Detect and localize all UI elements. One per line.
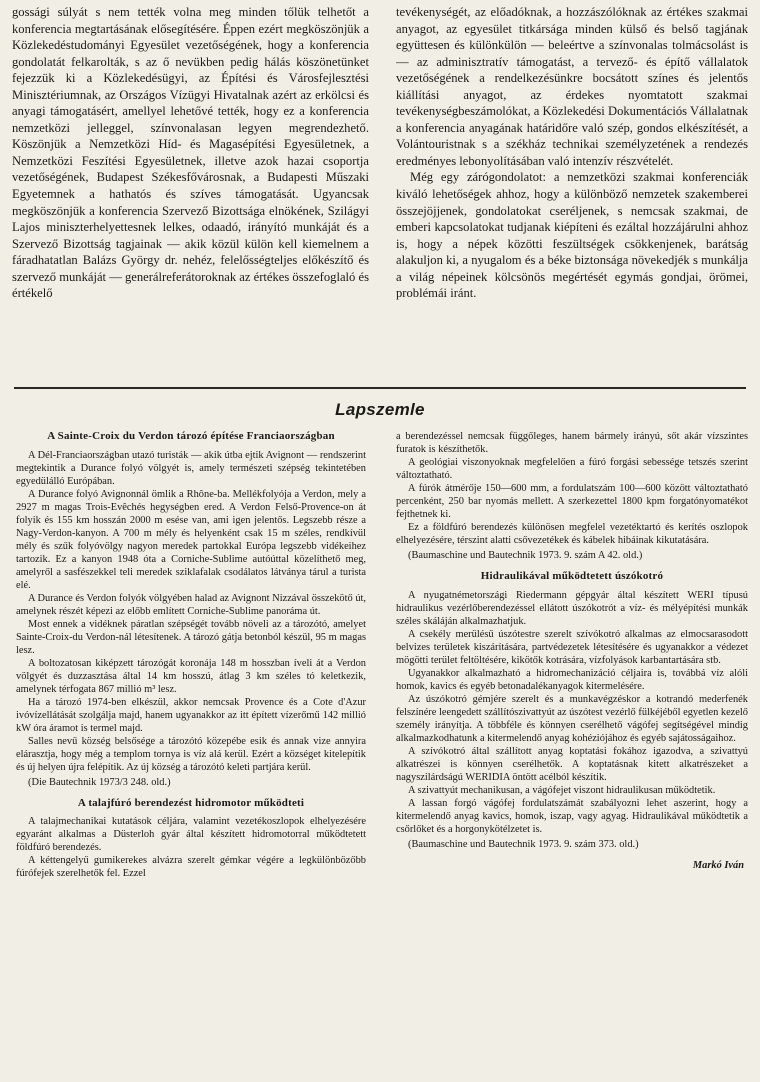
- article-title: Hidraulikával működtetett úszókotró: [480, 570, 664, 582]
- paragraph: A Durance folyó Avignonnál ömlik a Rhône-ba. Mellékfolyója a Verdon, mely a 2927 m magas Trois-Evêchés hegységben ered. A Verdon Felső-Provence-on át folyik és 155 km hosszán 2000 m esése van, ami igen jelentős. Legszebb része a Nagy-Verdon-kanyon. A 700 m mély és helyenként csak 15 m széles, rendkívül mély és szűk folyóvölgy nagyon meredek partokkal Európa legszebb vidékeihez tartozik. Ez a kanyon 1948 óta a Corniche-Sublime autóúttal közelíthető meg, amelyről a sasfészekkel teli meredek sziklafalak csodálatos látványa tárul a turista elé.: [16, 488, 366, 591]
- source-reference: (Die Bautechnik 1973/3 248. old.): [28, 776, 171, 788]
- section-divider: [14, 387, 746, 389]
- paragraph: A kéttengelyű gumikerekes alvázra szerelt gémkar végére a legkülönbözőbb fúrófejek szerelhetők fel. Ezzel: [16, 855, 366, 880]
- paragraph: A szívókotró által szállított anyag koptatási fokához igazodva, a szivattyú alkatrészei is könnyen cserélhetők. A koptatásnak kitett alkatrészeket a nagyszilárdságú WERIDIA öntött acélból készítik.: [396, 745, 748, 783]
- paragraph: A geológiai viszonyoknak megfelelően a fúró forgási sebessége tetszés szerint változtatható.: [396, 457, 748, 481]
- paragraph: Ez a földfúró berendezés különösen megfelel vezetéktartó és kerítés oszlopok elhelyezésére, térszint alatti csővezetékek és kábelek hibáinak kikutatására.: [396, 522, 748, 546]
- bottom-right-column: [396, 430, 748, 1078]
- paragraph: A fúrók átmérője 150—600 mm, a fordulatszám 100—600 között változtatható percenként, 250 bar nyomás mellett. A szerkezettel 1800 kpm forgatónyomatékot fejthetnek ki.: [396, 483, 748, 520]
- paragraph: A Dél-Franciaországban utazó turisták — akik útba ejtik Avignont — rendszerint megtekintik a Durance folyó völgyét is, amely természeti szépség tekintetében egyedülálló Európában.: [16, 449, 366, 487]
- paragraph: Ugyanakkor alkalmazható a hidromechanizáció céljaira is, továbbá víz alóli homok, kavics és egyéb betonadalékanyagok kitermelésére.: [396, 667, 748, 692]
- author-name: Markó Iván: [692, 859, 744, 871]
- article-title: A talajfúró berendezést hidromotor működteti: [77, 796, 305, 809]
- paragraph: A talajmechanikai kutatások céljára, valamint vezetékoszlopok elhelyezésére egyaránt alkalmas a Düsterloh gyár által készített hidromotorral működtetett földfúró berendezés.: [16, 816, 366, 854]
- top-right-column: [396, 4, 748, 382]
- paragraph: Az úszókotró gémjére szerelt és a munkavégzéskor a kotrandó mederfenék felszínére leengedett szállítószivattyút az úszótest vezérlő fülkéjéből egyetlen kezelő személy irányítja. A többféle és könnyen cserélhető vágófej segítségével mindig alkalmazkodhatunk a kitermelendő anyag kohéziójához és egyéb sajátosságaihoz.: [396, 693, 748, 744]
- paragraph: gossági súlyát s nem tették volna meg minden tőlük telhetőt a konferencia megtartásának elősegítésére. Éppen ezért megköszönjük a Közlekedéstudományi Egyesület vezetőségének, hogy a konferencia gondolatát felkarolták, s az ő nevükben pedig hálás köszönetünket fejezzük ki a Közlekedésügyi, az Építési és Városfejlesztési Minisztériumnak, az Országos Vízügyi Hivatalnak azért az erkölcsi és anyagi támogatásért, amellyel lehetővé tették, hogy ez a konferencia nemzetközi jelleggel, színvonalasan legyen megrendezhető. Köszönjük a Nemzetközi Híd- és Magasépítési Egyesületnek, a Nemzetközi Feszítési Egyesületnek, illetve azok hazai csoportja vezetőségének, Budapest Székesfővárosnak, a Budapesti Műszaki Egyetemnek a hathatós és szíves támogatását. Ugyancsak megköszönjük a konferencia Szervező Bizottsága elnökének, Szilágyi Lajos miniszterhelyettesnek lelkes, odaadó, irányító munkáját és a Szervező Bizottság tagjainak — akik közül külön kell kiemelnem a fáradhatatlan Balázs György dr. nehéz, felelősségteljes előkészítő és szervező munkáját — generálreferátoroknak az értékes összefoglaló és értékelő: [12, 5, 369, 301]
- paragraph: Ha a tározó 1974-ben elkészül, akkor nemcsak Provence és a Cote d'Azur ivóvízellátását szolgálja majd, hanem ugyanakkor az itt épített vízerőmű 142 millió kW óra áramot is termel majd.: [16, 696, 366, 734]
- paragraph: A lassan forgó vágófej fordulatszámát szabályozni lehet aszerint, hogy a kitermelendő anyag kavics, homok, iszap, vagy agyag. Hidraulikával működtetik a csőrlőket és a horgonykötélzetet is.: [396, 797, 748, 835]
- source-reference: (Baumaschine und Bautechnik 1973. 9. szám 373. old.): [408, 838, 639, 850]
- paragraph: A szivattyút mechanikusan, a vágófejet viszont hidraulikusan működtetik.: [408, 784, 716, 796]
- paragraph: a berendezéssel nemcsak függőleges, hanem bármely irányú, sőt akár vízszintes furatok is készíthetők.: [396, 431, 748, 455]
- paragraph: A boltozatosan kiképzett tározógát koronája 148 m hosszban íveli át a Verdon völgyét és duzzasztása által 14 km hosszú, átlag 3 km széles tó keletkezik, amelynek térfogata 867 millió m³ lesz.: [16, 657, 366, 695]
- paragraph: Most ennek a vidéknek páratlan szépségét tovább növeli az a tározótó, amelyet Sainte-Croix-du Verdon-nál létesítenek. A tározó gátja betonból készül, 95 m magas lesz.: [16, 618, 366, 656]
- article-title: A Sainte-Croix du Verdon tározó építése Franciaországban: [47, 430, 335, 442]
- source-reference: (Baumaschine und Bautechnik 1973. 9. szám A 42. old.): [408, 550, 643, 561]
- paragraph: A nyugatnémetországi Riedermann gépgyár által készített WERI típusú hidraulikus vezérlőberendezéssel ellátott úszókotrót a víz- és mélyépítési munkák széles skáláján alkalmazhatjuk.: [396, 589, 748, 627]
- top-left-column: [12, 4, 369, 382]
- paragraph: Salles nevű község belsősége a tározótó közepébe esik és annak vize annyira elárasztja, hogy még a templom tornya is víz alá kerül. Ezért a községet kitelepítik és új helyen újra felépítik. Az új község a tározótó keleti partjára kerül.: [16, 735, 366, 773]
- bottom-left-column: [16, 430, 366, 1078]
- paragraph: A csekély merülésű úszótestre szerelt szívókotró alkalmas az elmocsarasodott belvizes területek kiszárítására, partvédezetek létesítésére és ugyanakkor a védezet mögötti terület feltöltésére, kikötők kotrására, vízfolyások karbantartására stb.: [396, 628, 748, 666]
- paragraph: tevékenységét, az előadóknak, a hozzászólóknak az értékes szakmai anyagot, az egyesület titkársága minden külső és belső tagjának együttesen és különkülön — beleértve a színvonalas tolmácsolást is — az adminisztratív támogatást, a tervező- és építő vállalatok vezetőségének a rendelkezésünkre bocsátott színes és jelentős kiállítási anyagot, az érdekes nyomtatott szakmai tevékenységbeszámolókat, a Közlekedési Dokumentációs Vállalatnak a konferencia anyagának határidőre való szép, gondos elkészítését, a Volántouristnak s a székház technikai személyzetének a rendezés eredményes lebonyolításában való intenzív részvételét.: [396, 5, 748, 168]
- paragraph: Még egy zárógondolatot: a nemzetközi szakmai konferenciák kiváló lehetőségek ahhoz, hogy a különböző nemzetek szakemberei összejöjjenek, gondolatokat cseréljenek, s nemcsak szakmai, de emberi kapcsolatokat tudjanak kiépíteni és ezáltal hozzájárulni ahhoz is, hogy a népek közötti feszültségek csökkenjenek, barátság alakuljon ki, a nyugalom és a béke biztonsága növekedjék s munkálja a világ népeinek kölcsönös megértését egymás gondjai, örömei, problémái iránt.: [396, 170, 748, 301]
- paragraph: A Durance és Verdon folyók völgyében halad az Avignont Nizzával összekötő út, amelynek részét képezi az előbb említett Corniche-Sublime panoráma út.: [16, 592, 366, 617]
- section-title: Lapszemle: [335, 400, 425, 419]
